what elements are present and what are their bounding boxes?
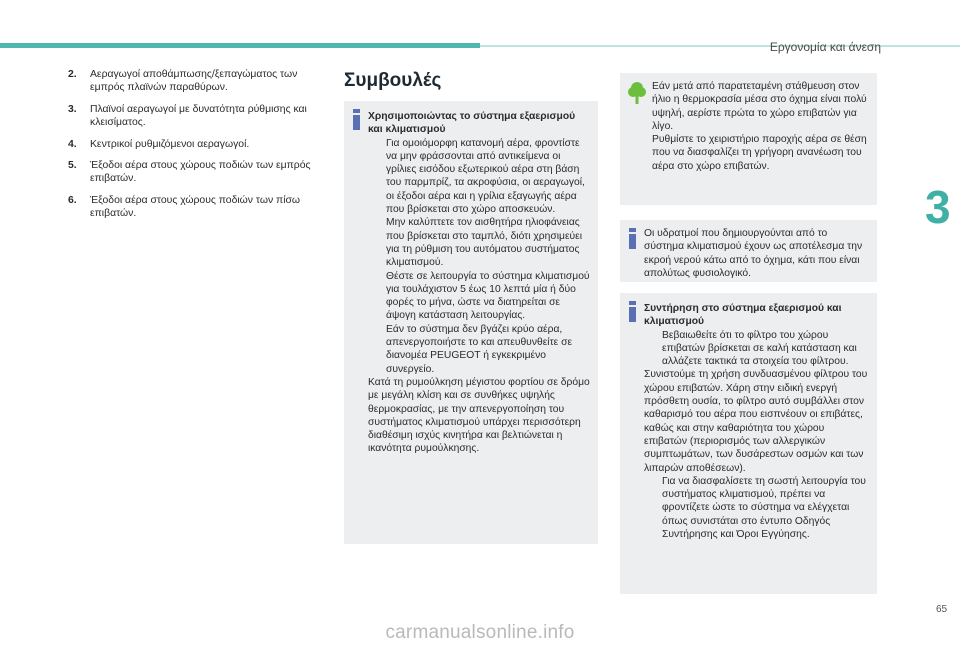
bullet-item	[368, 323, 590, 376]
bullet-marker	[368, 270, 382, 323]
info-icon	[629, 234, 636, 249]
page-number: 65	[936, 604, 948, 615]
list-item	[68, 103, 328, 130]
eco-tree-icon	[628, 81, 646, 105]
box-paragraph: Συνιστούμε τη χρήση συνδυασμένου φίλτρου του χώρου επιβατών. Χάρη στην ειδική ενεργή πρόσθετη ουσία, το φίλτρο αυτό συμβάλλει στον καθαρισμό του αέρα που εισπνέουν οι επιβάτες, καθώς και στην καθαριότητα του χώρου επιβατών (περιορισμός των αλλεργικών συμπτωμάτων, των δυσάρεστων οσμών και των λιπαρών αποθέσεων).	[644, 369, 868, 474]
bullet-item	[368, 216, 590, 269]
list-item-number: 5.	[68, 160, 77, 172]
list-item	[68, 138, 328, 151]
bullet-text: Για να διασφαλίσετε τη σωστή λειτουργία του συστήματος κλιματισμού, πρέπει να φροντίζετε ώστε το σύστημα να ελέγχεται όπως συνιστάται στο έντυπο Οδηγός Συντήρησης και Όροι Εγγύησης.	[662, 475, 866, 541]
list-item-text: Αεραγωγοί αποθάμπωσης/ξεπαγώματος των εμπρός πλαϊνών παραθύρων.	[90, 69, 298, 94]
eco-tip-text-2: Ρυθμίστε το χειριστήριο παροχής αέρα σε θέση που να διασφαλίζει τη γρήγορη ανανέωση του αέρα στο χώρο επιβατών.	[652, 134, 867, 172]
eco-tip-box	[620, 73, 877, 205]
list-item-text: Κεντρικοί ρυθμιζόμενοι αεραγωγοί.	[90, 138, 250, 150]
list-item-number: 3.	[68, 103, 77, 115]
box-heading: Χρησιμοποιώντας το σύστημα εξαερισμού και κλιματισμού	[368, 111, 576, 136]
bullet-item	[368, 270, 590, 323]
list-item	[68, 194, 328, 221]
bullet-text: Μην καλύπτετε τον αισθητήρα ηλιοφάνειας που βρίσκεται στο ταμπλό, διότι χρησιμεύει για τη ρύθμιση του αυτόματου συστήματος κλιματισμού.	[386, 217, 583, 269]
eco-tip-text: Εάν μετά από παρατεταμένη στάθμευση στον ήλιο η θερμοκρασία μέσα στο όχημα είναι πολύ υψηλή, αερίστε πρώτα το χώρο επιβατών για λίγο.	[652, 81, 867, 132]
list-item-text: Έξοδοι αέρα στους χώρους ποδιών των εμπρός επιβατών.	[90, 160, 311, 185]
info-box-ventilation-usage	[344, 101, 598, 544]
list-item-text: Έξοδοι αέρα στους χώρους ποδιών των πίσω επιβατών.	[90, 194, 301, 220]
bullet-item	[644, 475, 869, 541]
bullet-marker	[644, 329, 658, 369]
numbered-list	[68, 68, 328, 229]
bullet-text: Θέστε σε λειτουργία το σύστημα κλιματισμού για τουλάχιστον 5 έως 10 λεπτά μία ή δύο φορές το μήνα, ώστε να διατηρείται σε άψογη κατάσταση λειτουργίας.	[386, 270, 590, 322]
list-item-text: Πλαϊνοί αεραγωγοί με δυνατότητα ρύθμισης και κλεισίματος.	[90, 103, 307, 129]
header-accent-line	[480, 45, 960, 47]
list-item	[68, 159, 328, 186]
box-heading: Συντήρηση στο σύστημα εξαερισμού και κλιματισμού	[644, 303, 842, 328]
bullet-marker	[368, 323, 382, 376]
chapter-number: 3	[925, 181, 951, 233]
list-item-number: 2.	[68, 69, 77, 80]
bullet-text: Εάν το σύστημα δεν βγάζει κρύο αέρα, απενεργοποιήστε το και απευθυνθείτε σε διανομέα PEUGEOT ή εγκεκριμένο συνεργείο.	[386, 323, 573, 375]
header-accent-bar	[0, 43, 480, 48]
list-item-number: 6.	[68, 194, 77, 206]
box-paragraph: Οι υδρατμοί που δημιουργούνται από το σύστημα κλιματισμού έχουν ως αποτέλεσμα την εκροή νερού κάτω από το όχημα, κάτι που είναι απολύτως φυσιολογικό.	[644, 228, 863, 279]
list-item-number: 4.	[68, 138, 77, 150]
list-item	[68, 68, 328, 95]
section-title: Συμβουλές	[344, 70, 442, 91]
watermark: carmanualsonline.info	[385, 622, 575, 643]
info-box-maintenance	[620, 293, 877, 594]
bullet-marker	[368, 216, 382, 269]
box-paragraph: Κατά τη ρυμούλκηση μέγιστου φορτίου σε δρόμο με μεγάλη κλίση και σε συνθήκες υψηλής θερμοκρασίας, με την απενεργοποίηση του συστήματος κλιματισμού υπάρχει περισσότερη διαθέσιμη ισχύς κινητήρα και βελτιώνεται η ικανότητα ρυμούλκησης.	[368, 376, 590, 455]
bullet-text: Για ομοιόμορφη κατανομή αέρα, φροντίστε να μην φράσσονται από αντικείμενα οι γρίλιες εισόδου εξωτερικού αέρα στη βάση του παρμπρίζ, τα ακροφύσια, οι αεραγωγοί, οι έξοδοι αέρα και η γρίλια εξαγωγής αέρα που βρίσκεται στο χώρο αποσκευών.	[386, 137, 585, 216]
bullet-marker	[644, 475, 658, 541]
info-box-condensation	[620, 220, 877, 282]
bullet-text: Βεβαιωθείτε ότι το φίλτρο του χώρου επιβατών βρίσκεται σε καλή κατάσταση και αλλάζετε τακτικά τα στοιχεία του φίλτρου.	[662, 329, 857, 368]
bullet-item	[368, 137, 590, 217]
chapter-title: Εργονομία και άνεση	[769, 40, 881, 54]
info-icon	[353, 115, 360, 130]
info-icon	[629, 307, 636, 322]
bullet-marker	[368, 137, 382, 217]
bullet-item	[644, 329, 869, 369]
